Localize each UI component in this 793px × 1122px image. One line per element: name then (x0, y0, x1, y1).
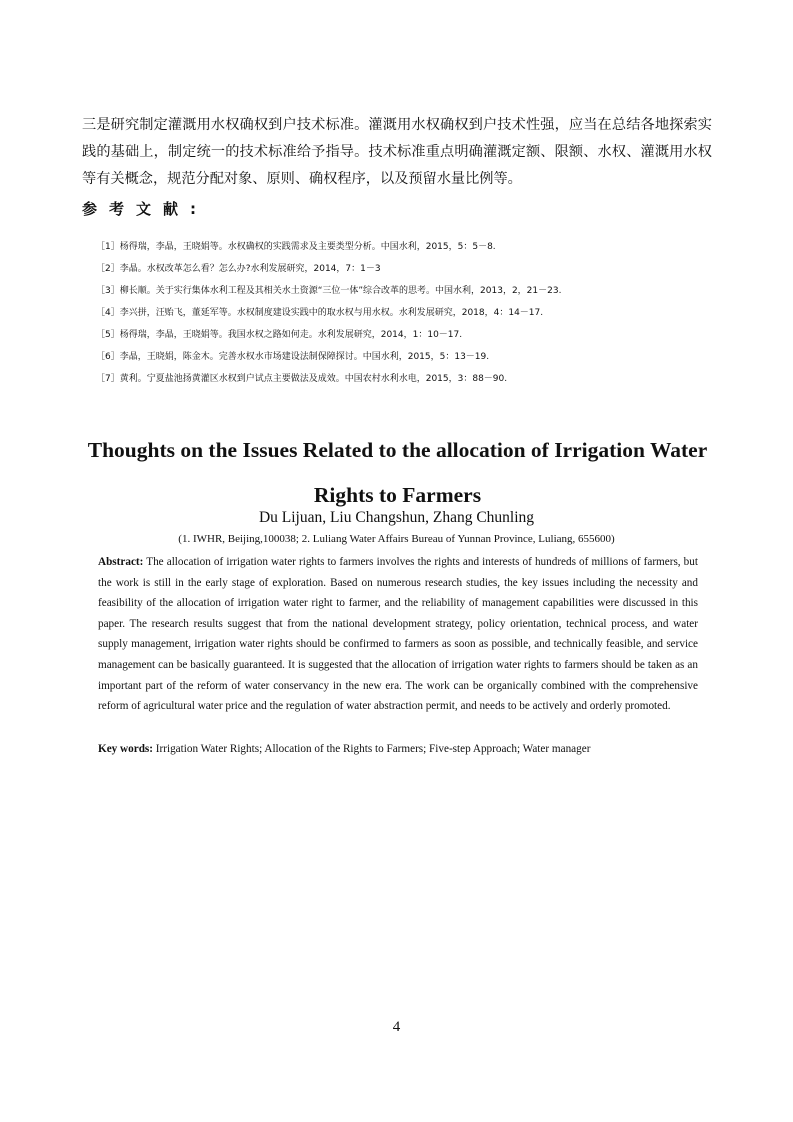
keywords-label: Key words: (98, 743, 153, 755)
chinese-paragraph-lead: 三是研究制定灌溉用水权确权到户技术标准。 (82, 117, 369, 133)
chinese-paragraph (82, 112, 712, 193)
reference-item-6: ［6］李晶，王晓娟，陈金木。完善水权水市场建设法制保障探讨。中国水利，2015，5：13－19. (96, 352, 490, 362)
abstract (98, 552, 698, 717)
keywords (98, 739, 708, 759)
reference-item-4: ［4］李兴拼，汪贻飞，董延军等。水权制度建设实践中的取水权与用水权。水利发展研究，2018，4：14－17. (96, 308, 544, 318)
authors: Du Lijuan, Liu Changshun, Zhang Chunling (258, 509, 535, 526)
reference-item-2: ［2］李晶。水权改革怎么看？怎么办?水利发展研究，2014，7：1－3 (96, 264, 381, 274)
reference-list (96, 236, 716, 390)
affiliation: (1. IWHR, Beijing,100038; 2. Luliang Water Affairs Bureau of Yunnan Province, Luliang, 655600) (178, 533, 615, 545)
keywords-text: Irrigation Water Rights; Allocation of the Rights to Farmers; Five-step Approach; Water manager (155, 743, 591, 755)
abstract-text: The allocation of irrigation water rights to farmers involves the rights and interests of hundreds of millions of farmers, but the work is still in the early stage of exploration. Based on numerous research studies, the key issues including the necessity and feasibility of the allocation of irrigation water right to farmer, and the reliability of management capabilities were discussed in this paper. The research results suggest that from the national development strategy, policy orientation, technical process, and water supply management, irrigation water rights should be confirmed to farmers as soon as possible, and technically feasible, and service management can be basically guaranteed. It is suggested that the allocation of irrigation water rights to farmers should be taken as an important part of the reform of water conservancy in the new era. The work can be organically combined with the comprehensive reform of agricultural water price and the regulation of water abstraction permit, and needs to be actively and orderly promoted. (98, 556, 698, 713)
reference-item-5: ［5］杨得瑞，李晶，王晓娟等。我国水权之路如何走。水利发展研究，2014，1：10－17. (96, 330, 463, 340)
reference-item-1: ［1］杨得瑞，李晶，王晓娟等。水权确权的实践需求及主要类型分析。中国水利，2015，5：5－8. (96, 242, 496, 252)
reference-item-7: ［7］黄利。宁夏盐池扬黄灌区水权到户试点主要做法及成效。中国农村水利水电，2015，3：88－90. (96, 374, 508, 384)
page-number: 4 (392, 1019, 401, 1035)
reference-item-3: ［3］柳长顺。关于实行集体水利工程及其相关水土资源“三位一体”综合改革的思考。中国水利，2013，2，21－23. (96, 286, 562, 296)
chinese-paragraph-body: 灌溉用水权确权到户技术性强，应当在总结各地探索实践的基础上，制定统一的技术标准给予指导。技术标准重点明确灌溉定额、限额、水权、灌溉用水权等有关概念，规范分配对象、原则、确权程序，以及预留水量比例等。 (82, 117, 712, 187)
references-heading: 参考文献: (82, 200, 208, 218)
english-title: Thoughts on the Issues Related to the allocation of Irrigation Water Rights to Farmers (87, 438, 708, 507)
abstract-label: Abstract: (98, 556, 144, 568)
